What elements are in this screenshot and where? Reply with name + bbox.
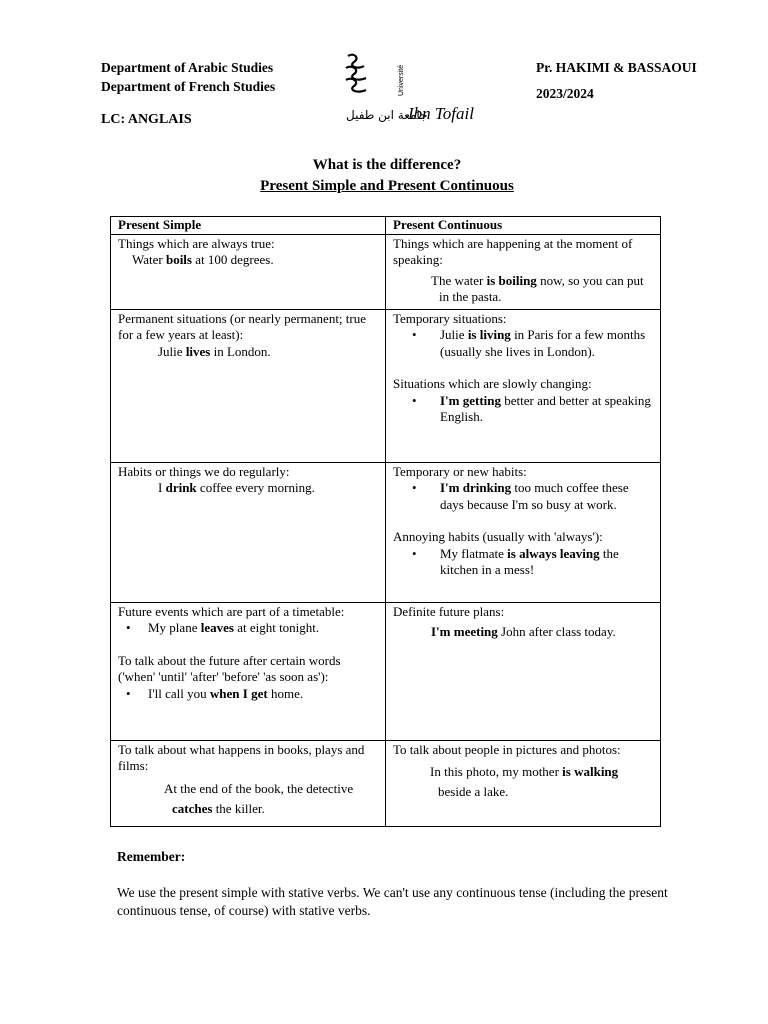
usage-description: Annoying habits (usually with 'always'):	[393, 529, 603, 544]
usage-description: Situations which are slowly changing:	[393, 376, 592, 391]
usage-description: Future events which are part of a timetable:	[118, 603, 345, 619]
example-sentence: Water boils at 100 degrees.	[132, 252, 274, 267]
cell-continuous	[386, 309, 661, 462]
remember-heading: Remember:	[117, 849, 186, 864]
cell-simple	[111, 740, 386, 826]
cell-simple	[111, 462, 386, 602]
table-row	[111, 462, 661, 602]
list-item: • My flatmate is always leaving the kitchen in a mess!	[412, 545, 619, 577]
usage-description: Temporary situations:	[393, 310, 507, 326]
table-row	[111, 234, 661, 309]
cell-continuous	[386, 740, 661, 826]
professors: Pr. HAKIMI & BASSAOUI	[536, 60, 697, 75]
cell-simple	[111, 309, 386, 462]
department-block	[101, 58, 275, 96]
list-item: • I'm getting better and better at speaking English.	[412, 392, 651, 424]
list-item: • Julie is living in Paris for a few months (usually she lives in London).	[412, 327, 646, 359]
comparison-table	[110, 216, 661, 827]
usage-description: Temporary or new habits:	[393, 463, 527, 479]
usage-description: Definite future plans:	[393, 603, 505, 619]
list-item: • I'll call you when I get home.	[126, 685, 304, 701]
dept-french: Department of French Studies	[101, 79, 276, 94]
logo-universite-text: Université	[398, 64, 405, 96]
table-row	[111, 602, 661, 740]
list-item: • I'm drinking too much coffee these days because I'm so busy at work.	[412, 480, 629, 512]
cell-continuous	[386, 462, 661, 602]
page-title: What is the difference?	[312, 157, 462, 173]
cell-simple	[111, 234, 386, 309]
usage-description: To talk about the future after certain words ('when' 'until' 'after' 'before' 'as soon as'):	[118, 652, 341, 684]
cell-simple	[111, 602, 386, 740]
usage-description: Things which are always true:	[118, 235, 275, 251]
example-sentence: I'm meeting John after class today.	[431, 624, 616, 639]
example-sentence: At the end of the book, the detective catches the killer.	[164, 780, 354, 816]
header-present-simple: Present Simple	[111, 217, 386, 235]
logo-arabic-text: جامعة ابن طفيل	[346, 108, 428, 122]
usage-description: Things which are happening at the moment of speaking:	[393, 235, 633, 267]
dept-arabic: Department of Arabic Studies	[101, 60, 274, 75]
table-header-row	[111, 217, 661, 235]
example-sentence: In this photo, my mother is walking beside a lake.	[430, 764, 619, 799]
example-sentence: Julie lives in London.	[158, 343, 271, 359]
cell-continuous	[386, 602, 661, 740]
logo-ibn-tofail-text: Ibn Tofail	[408, 104, 474, 123]
cell-continuous	[386, 234, 661, 309]
table-row	[111, 309, 661, 462]
header-present-continuous: Present Continuous	[386, 217, 661, 235]
usage-description: To talk about what happens in books, plays and films:	[118, 741, 365, 773]
usage-description: Habits or things we do regularly:	[118, 463, 290, 479]
list-item: • My plane leaves at eight tonight.	[126, 620, 320, 635]
academic-year: 2023/2024	[536, 86, 594, 101]
usage-description: Permanent situations (or nearly permanent; true for a few years at least):	[118, 310, 367, 342]
usage-description: To talk about people in pictures and photos:	[393, 741, 621, 757]
table-row	[111, 740, 661, 826]
page-subtitle: Present Simple and Present Continuous	[260, 178, 514, 194]
course-label: LC: ANGLAIS	[101, 112, 192, 127]
example-sentence: The water is boiling now, so you can put in the pasta.	[431, 272, 644, 304]
remember-note: We use the present simple with stative verbs. We can't use any continuous tense (including the present continuous tense, of course) with stative verbs.	[117, 885, 668, 918]
example-sentence: I drink coffee every morning.	[158, 480, 315, 495]
